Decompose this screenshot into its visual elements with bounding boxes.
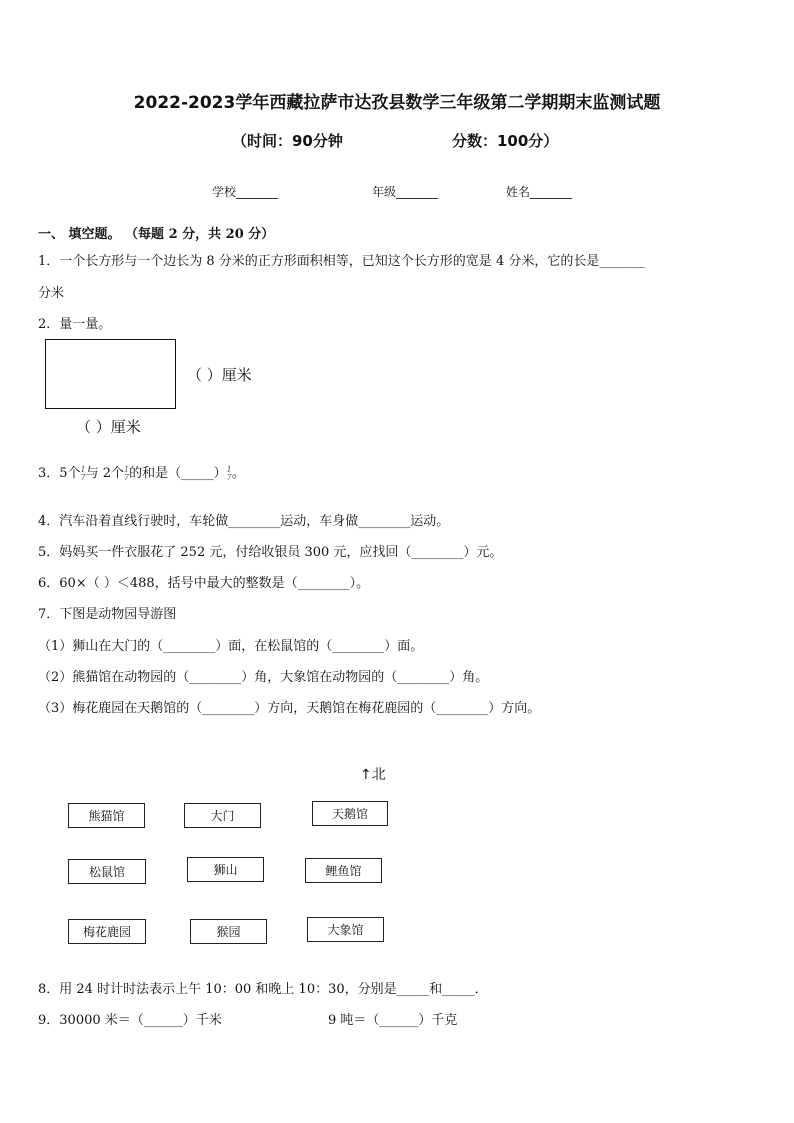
map-box-deer: 梅花鹿园 bbox=[68, 919, 146, 944]
map-box-monkey: 猴园 bbox=[190, 919, 267, 944]
question-7-sub1: （1）狮山在大门的（________）面，在松鼠馆的（________）面。 bbox=[38, 639, 424, 654]
fraction-2: 1 7 bbox=[124, 464, 130, 482]
question-1-line2: 分米 bbox=[38, 286, 65, 301]
question-2: 2．量一量。 bbox=[38, 317, 112, 332]
q3-part1: 3．5个 bbox=[38, 466, 81, 481]
question-7: 7．下图是动物园导游图 bbox=[38, 607, 177, 622]
question-8: 8．用 24 时计时法表示上午 10：00 和晚上 10：30，分别是_____和_____． bbox=[38, 982, 488, 997]
fraction-1: 1 7 bbox=[80, 464, 86, 482]
question-3 bbox=[38, 462, 245, 482]
map-box-swan: 天鹅馆 bbox=[312, 801, 388, 826]
rectangle-height-blank: （ ）厘米 bbox=[76, 418, 141, 436]
map-box-squirrel: 松鼠馆 bbox=[68, 859, 146, 884]
question-6: 6．60×（ ）＜488，括号中最大的整数是（________）。 bbox=[38, 576, 370, 591]
school-field: 学校_______ bbox=[212, 185, 279, 199]
question-1-line1: 1．一个长方形与一个边长为 8 分米的正方形面积相等，已知这个长方形的宽是 4 分米，它的长是_______ bbox=[38, 254, 645, 269]
name-field: 姓名_______ bbox=[506, 185, 573, 199]
q3-part4: 。 bbox=[231, 466, 245, 481]
measure-rectangle bbox=[45, 339, 176, 409]
question-9-right: 9 吨＝（______）千克 bbox=[328, 1013, 458, 1028]
question-5: 5．妈妈买一件衣服花了 252 元，付给收银员 300 元，应找回（________）元。 bbox=[38, 545, 503, 560]
map-box-lion-hill: 狮山 bbox=[187, 857, 264, 882]
section-heading: 一、 填空题。 （每题 2 分，共 20 分） bbox=[38, 227, 275, 242]
q3-part2: 与 2个 bbox=[85, 466, 125, 481]
map-box-carp: 鲤鱼馆 bbox=[305, 858, 382, 883]
north-arrow: ↑北 bbox=[360, 767, 386, 783]
grade-field: 年级_______ bbox=[372, 185, 439, 199]
exam-score: 分数：100分） bbox=[452, 132, 559, 150]
question-7-sub2: （2）熊猫馆在动物园的（________）角，大象馆在动物园的（________）角。 bbox=[38, 670, 489, 685]
question-9-left: 9．30000 米＝（______）千米 bbox=[38, 1013, 222, 1028]
page-title: 2022-2023学年西藏拉萨市达孜县数学三年级第二学期期末监测试题 bbox=[133, 93, 661, 113]
fraction-3: 1 7 bbox=[226, 464, 232, 482]
question-7-sub3: （3）梅花鹿园在天鹅馆的（________）方向，天鹅馆在梅花鹿园的（________）方向。 bbox=[38, 701, 541, 716]
map-box-elephant: 大象馆 bbox=[307, 917, 384, 942]
q3-part3: 的和是（_____） bbox=[129, 466, 227, 481]
rectangle-width-blank: （ ）厘米 bbox=[187, 366, 252, 384]
map-box-gate: 大门 bbox=[184, 803, 261, 828]
map-box-panda: 熊猫馆 bbox=[68, 803, 145, 828]
question-4: 4．汽车沿着直线行驶时，车轮做________运动，车身做________运动。 bbox=[38, 514, 450, 529]
exam-time: （时间：90分钟 bbox=[232, 132, 343, 150]
